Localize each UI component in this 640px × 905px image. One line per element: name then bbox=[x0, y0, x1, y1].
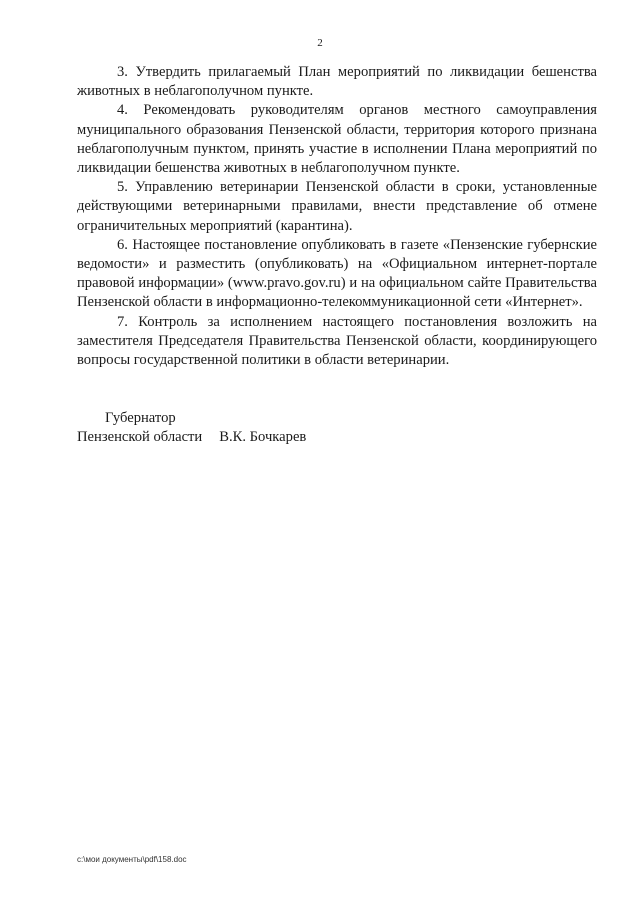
signature-line2 bbox=[77, 428, 306, 447]
footer-file-path: c:\мои документы\pdf\158.doc bbox=[77, 855, 187, 864]
signature-title-line2: Пензенской области bbox=[77, 429, 203, 446]
paragraph-7-control: 7. Контроль за исполнением настоящего постановления возложить на заместителя Председателя Правительства Пензенской области, координирующего вопросы государственной политики в области ветеринарии. bbox=[77, 313, 597, 369]
signature-block bbox=[77, 409, 306, 447]
paragraph-3-approve-plan: 3. Утвердить прилагаемый План мероприятий по ликвидации бешенства животных в неблагополучном пункте. bbox=[77, 64, 597, 100]
paragraph-6-publication: 6. Настоящее постановление опубликовать в газете «Пензенские губернские ведомости» и разместить (опубликовать) на «Официальном интернет-портале правовой информации» (www.pravo.gov.ru) и на официальном сайте Правительства Пензенской области в информационно-телекоммуникационной сети «Интернет». bbox=[77, 236, 597, 311]
paragraph-5-veterinary-department: 5. Управлению ветеринарии Пензенской области в сроки, установленные действующими ветеринарными правилами, внести представление об отмене ограничительных мероприятий (карантина). bbox=[77, 179, 597, 234]
signature-title-line1: Губернатор bbox=[105, 410, 176, 426]
document-body bbox=[77, 63, 597, 370]
page-number: 2 bbox=[317, 37, 323, 49]
paragraph-4-recommend-local-authorities: 4. Рекомендовать руководителям органов местного самоуправления муниципального образования Пензенской области, территория которого признана неблагополучным пунктом, принять участие в исполнении Плана мероприятий по ликвидации бешенства животных в неблагополучном пункте. bbox=[77, 102, 597, 177]
signatory-name: В.К. Бочкарев bbox=[219, 429, 307, 446]
